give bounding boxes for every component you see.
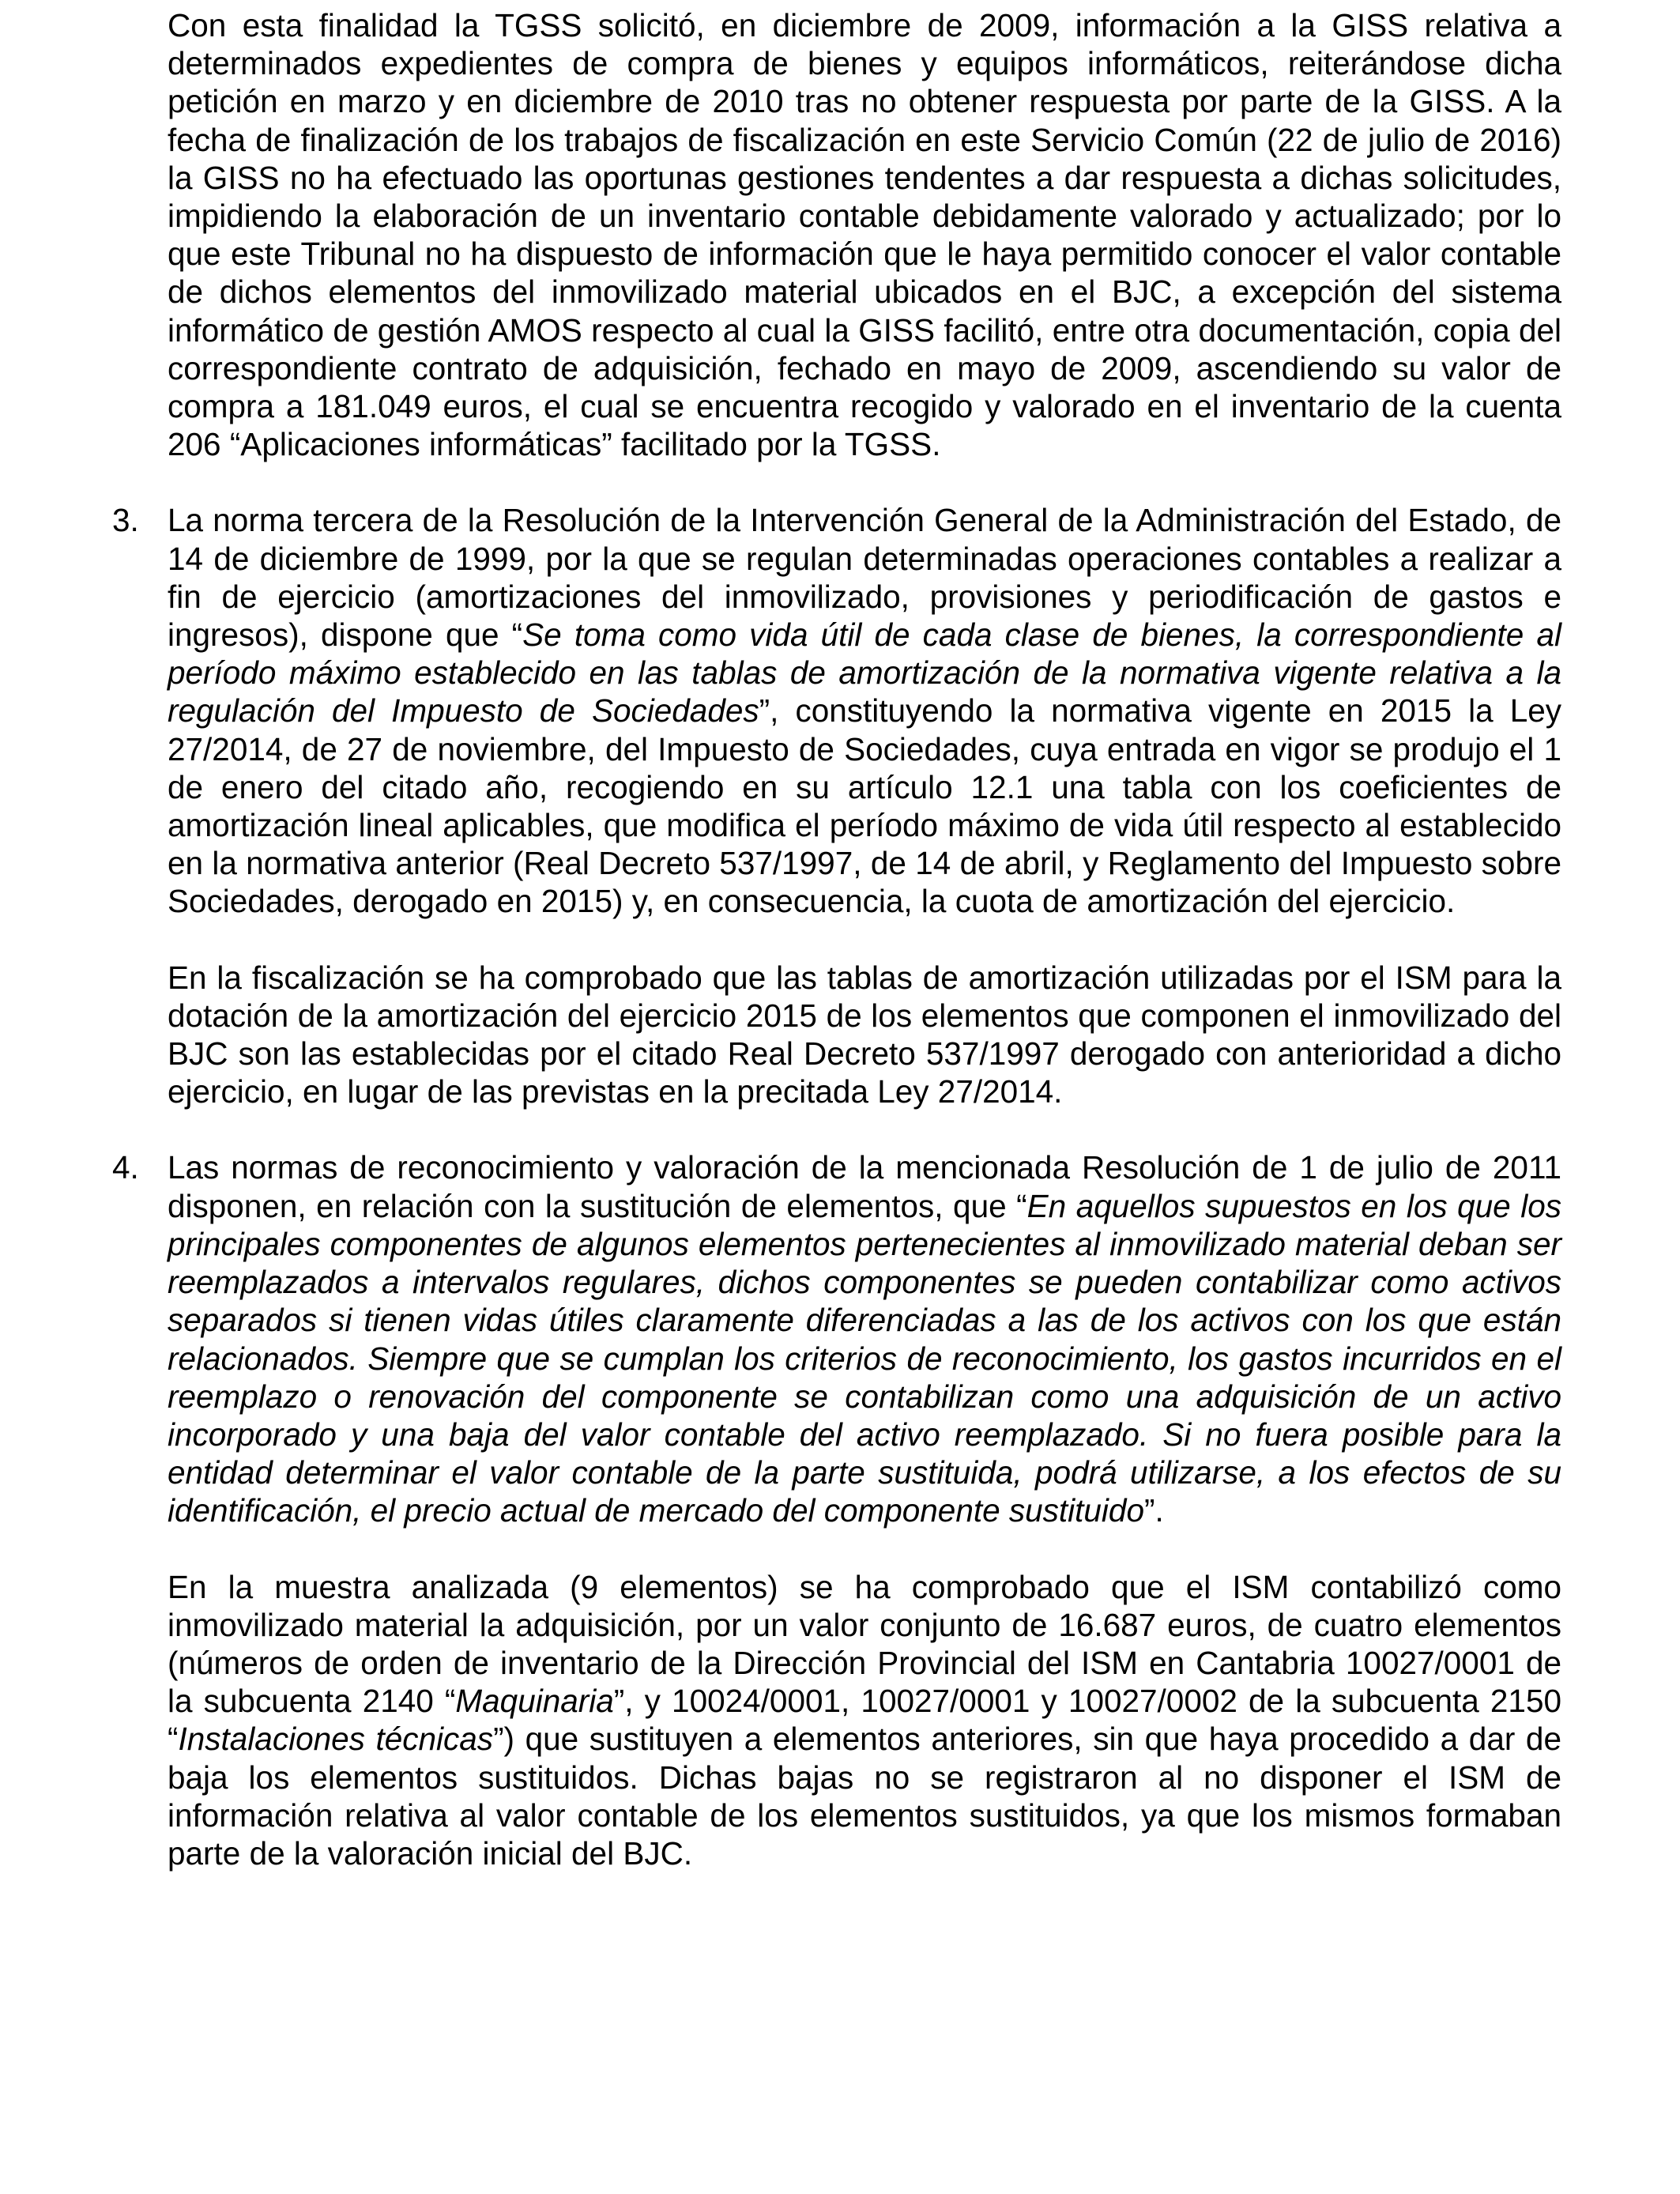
item-4-text: ”, y 10024/0001, 10027/0001 y 10027/0002 de la subcuenta 2150 “ — [168, 1683, 1561, 1758]
item-4-text: En la muestra analizada (9 elementos) se ha comprobado que el ISM contabilizó como inmovilizado material la adquisición, por un valor conjunto de 16.687 euros, de cuatro elementos (números de orden de inventario de la Dirección Provincial del ISM en Cantabria 10027/0001 de la subcuenta 2140 “ — [168, 1568, 1561, 1720]
item-4-paragraph-1 — [168, 1148, 1561, 1529]
item-3-quote: Se toma como vida útil de cada clase de bienes, la correspondiente al período máximo establecido en las tablas de amortización de la normativa vigente relativa a la regulación del Impuesto de Sociedades — [168, 616, 1561, 729]
item-3-text: La norma tercera de la Resolución de la Intervención General de la Administración del Estado, de 14 de diciembre de 1999, por la que se regulan determinadas operaciones contables a realizar a fin de ejercicio (amortizaciones del inmovilizado, provisiones y periodificación de gastos e ingresos), dispone que “ — [168, 502, 1561, 654]
item-4-term: Instalaciones técnicas — [178, 1721, 494, 1758]
item-3-paragraph-2 — [168, 959, 1561, 1111]
document-page — [112, 6, 1561, 1872]
list-item-4 — [112, 1148, 1561, 1872]
intro-paragraph — [168, 6, 1561, 463]
intro-text: Con esta finalidad la TGSS solicitó, en diciembre de 2009, información a la GISS relativa a determinados expedientes de compra de bienes y equipos informáticos, reiterándose dicha petición en marzo y en diciembre de 2010 tras no obtener respuesta por parte de la GISS. A la fecha de finalización de los trabajos de fiscalización en este Servicio Común (22 de julio de 2016) la GISS no ha efectuado las oportunas gestiones tendentes a dar respuesta a dichas solicitudes, impidiendo la elaboración de un inventario contable debidamente valorado y actualizado; por lo que este Tribunal no ha dispuesto de información que le haya permitido conocer el valor contable de dichos elementos del inmovilizado material ubicados en el BJC, a excepción del sistema informático de gestión AMOS respecto al cual la GISS facilitó, entre otra documentación, copia del correspondiente contrato de adquisición, fechado en mayo de 2009, ascendiendo su valor de compra a 181.049 euros, el cual se encuentra recogido y valorado en el inventario de la cuenta 206 “Aplicaciones informáticas” facilitado por la TGSS. — [168, 7, 1561, 463]
item-3-text: ”, constituyendo la normativa vigente en 2015 la Ley 27/2014, de 27 de noviembre, del Impuesto de Sociedades, cuya entrada en vigor se produjo el 1 de enero del citado año, recogiendo en su artículo 12.1 una tabla con los coeficientes de amortización lineal aplicables, que modifica el período máximo de vida útil respecto al establecido en la normativa anterior (Real Decreto 537/1997, de 14 de abril, y Reglamento del Impuesto sobre Sociedades, derogado en 2015) y, en consecuencia, la cuota de amortización del ejercicio. — [168, 692, 1561, 920]
item-4-text: ”. — [1143, 1492, 1164, 1529]
item-4-term: Maquinaria — [455, 1683, 614, 1720]
item-4-text: Las normas de reconocimiento y valoración de la mencionada Resolución de 1 de julio de 2011 disponen, en relación con la sustitución de elementos, que “ — [168, 1149, 1561, 1224]
item-3-text: En la fiscalización se ha comprobado que las tablas de amortización utilizadas por el ISM para la dotación de la amortización del ejercicio 2015 de los elementos que componen el inmovilizado del BJC son las establecidas por el citado Real Decreto 537/1997 derogado con anterioridad a dicho ejercicio, en lugar de las previstas en la precitada Ley 27/2014. — [168, 959, 1561, 1110]
item-4-paragraph-2 — [168, 1568, 1561, 1873]
item-4-text: ”) que sustituyen a elementos anteriores, sin que haya procedido a dar de baja los elementos sustituidos. Dichas bajas no se registraron al no disponer el ISM de información relativa al valor contable de los elementos sustituidos, ya que los mismos formaban parte de la valoración inicial del BJC. — [168, 1721, 1561, 1872]
list-item-3 — [112, 501, 1561, 1110]
item-3-paragraph-1 — [168, 501, 1561, 920]
item-4-quote: En aquellos supuestos en los que los principales componentes de algunos elementos pertenecientes al inmovilizado material deban ser reemplazados a intervalos regulares, dichos componentes se pueden contabilizar como activos separados si tienen vidas útiles claramente diferenciadas a las de los activos con los que están relacionados. Siempre que se cumplan los criterios de reconocimiento, los gastos incurridos en el reemplazo o renovación del componente se contabilizan como una adquisición de un activo incorporado y una baja del valor contable del activo reemplazado. Si no fuera posible para la entidad determinar el valor contable de la parte sustituida, podrá utilizarse, a los efectos de su identificación, el precio actual de mercado del componente sustituido — [168, 1187, 1561, 1529]
list-item-number: 3. — [112, 502, 139, 539]
list-item-number: 4. — [112, 1149, 139, 1186]
